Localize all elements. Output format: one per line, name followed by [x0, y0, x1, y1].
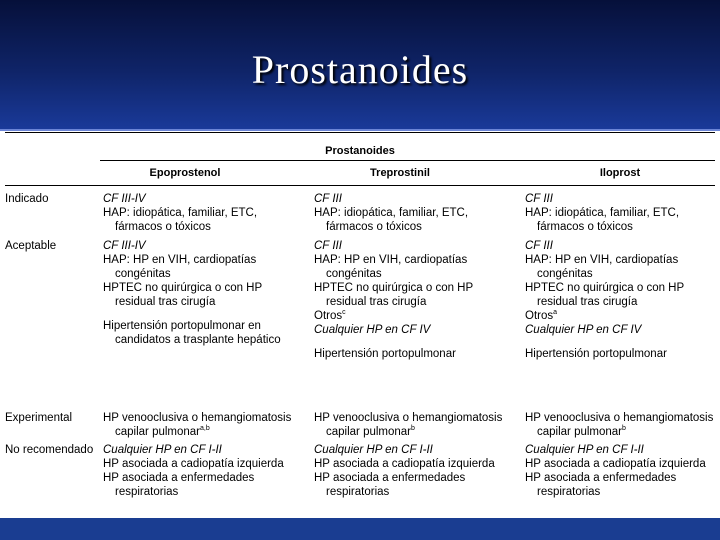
header-divider — [0, 129, 720, 131]
column-header-iloprost: Iloprost — [599, 167, 641, 179]
cell-iloprost-no-recomendado: Cualquier HP en CF I-II HP asociada a cadiopatía izquierda HP asociada a enfermedades respiratorias — [525, 444, 706, 498]
caption-rule — [100, 160, 715, 161]
cell-treprostinil-experimental: HP venooclusiva o hemangiomatosis capilar pulmonar$^b$ — [314, 412, 503, 438]
column-header-treprostinil: Treprostinil — [370, 167, 430, 179]
cell-iloprost-indicado: CF III HAP: idiopática, familiar, ETC, fármacos o tóxicos — [525, 193, 680, 233]
cell-epoprostenol-aceptable: CF III-IV HAP: HP en VIH, cardiopatías congénitas HPTEC no quirúrgica o con HP residual tras cirugía Hipertensión portopulmonar en candidatos a trasplante hepático — [103, 240, 281, 346]
cell-treprostinil-indicado: CF III HAP: idiopática, familiar, ETC, fármacos o tóxicos — [314, 193, 469, 233]
row-label-experimental: Experimental — [5, 412, 73, 424]
cell-epoprostenol-experimental: HP venooclusiva o hemangiomatosis capilar pulmonar$^{a,b}$ — [103, 412, 292, 438]
cell-treprostinil-aceptable: CF III HAP: HP en VIH, cardiopatías congénitas HPTEC no quirúrgica o con HP residual tras cirugía Otros$^c$ Cualquier HP en CF IV Hipertensión portopulmonar — [314, 240, 474, 360]
row-label-aceptable: Aceptable — [5, 240, 57, 252]
row-label-no-recomendado: No recomendado — [5, 444, 94, 456]
cell-iloprost-experimental: HP venooclusiva o hemangiomatosis capilar pulmonar$^b$ — [525, 412, 714, 438]
row-label-indicado: Indicado — [5, 193, 49, 205]
cell-epoprostenol-indicado: CF III-IV HAP: idiopática, familiar, ETC, fármacos o tóxicos — [103, 193, 258, 233]
cell-epoprostenol-no-recomendado: Cualquier HP en CF I-II HP asociada a cadiopatía izquierda HP asociada a enfermedades respiratorias — [103, 444, 284, 498]
table-top-rule — [5, 132, 715, 133]
table-caption: Prostanoides — [325, 145, 395, 157]
column-header-epoprostenol: Epoprostenol — [149, 167, 221, 179]
slide-title: Prostanoides — [251, 47, 469, 92]
header-rule — [5, 185, 715, 186]
prostanoides-table — [0, 132, 720, 518]
slide-footer-bar — [0, 518, 720, 540]
slide-header — [0, 0, 720, 130]
cell-treprostinil-no-recomendado: Cualquier HP en CF I-II HP asociada a cadiopatía izquierda HP asociada a enfermedades respiratorias — [314, 444, 495, 498]
cell-iloprost-aceptable: CF III HAP: HP en VIH, cardiopatías congénitas HPTEC no quirúrgica o con HP residual tras cirugía Otros$^a$ Cualquier HP en CF IV Hipertensión portopulmonar — [525, 240, 685, 360]
